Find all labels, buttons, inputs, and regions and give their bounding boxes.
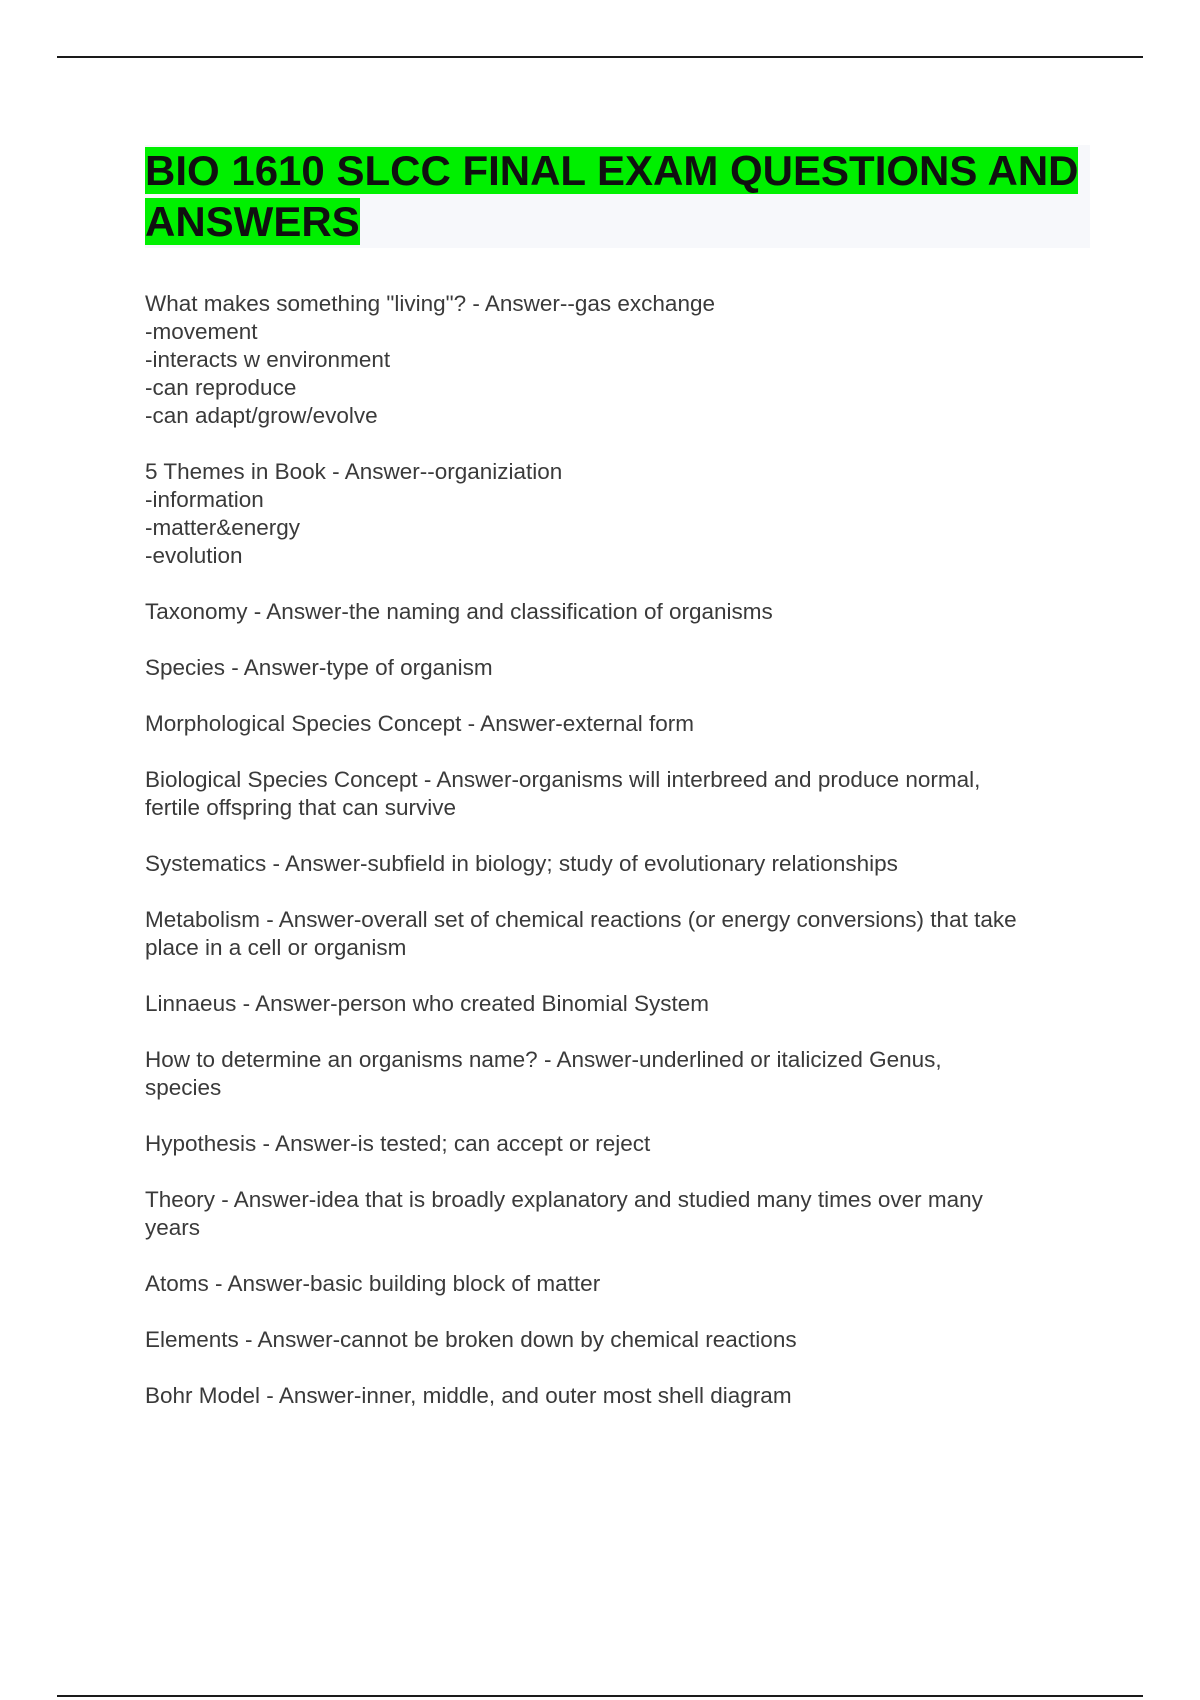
qa-entry: Systematics - Answer-subfield in biology; study of evolutionary relationships [145, 851, 898, 876]
qa-entry: How to determine an organisms name? - Answer-underlined or italicized Genus, species [145, 1047, 942, 1100]
qa-entry: Taxonomy - Answer-the naming and classification of organisms [145, 599, 773, 624]
qa-entry: What makes something "living"? - Answer--gas exchange -movement -interacts w environment -can reproduce -can adapt/grow/evolve [145, 291, 715, 428]
qa-entry: Species - Answer-type of organism [145, 655, 493, 680]
document-title [145, 145, 1090, 247]
qa-entry: Linnaeus - Answer-person who created Binomial System [145, 991, 710, 1016]
qa-entry: Metabolism - Answer-overall set of chemical reactions (or energy conversions) that take place in a cell or organism [145, 907, 1017, 960]
qa-entry: 5 Themes in Book - Answer--organiziation -information -matter&energy -evolution [145, 459, 563, 568]
qa-entry: Atoms - Answer-basic building block of matter [145, 1271, 601, 1296]
qa-entry: Morphological Species Concept - Answer-external form [145, 711, 694, 736]
qa-entry: Bohr Model - Answer-inner, middle, and outer most shell diagram [145, 1383, 792, 1408]
qa-entry: Elements - Answer-cannot be broken down by chemical reactions [145, 1327, 797, 1352]
bottom-rule [57, 1695, 1143, 1697]
qa-entry: Biological Species Concept - Answer-organisms will interbreed and produce normal, fertile offspring that can survive [145, 767, 981, 820]
qa-entry: Hypothesis - Answer-is tested; can accept or reject [145, 1131, 651, 1156]
top-rule [57, 56, 1143, 58]
qa-list [145, 290, 1105, 1438]
qa-entry: Theory - Answer-idea that is broadly explanatory and studied many times over many years [145, 1187, 983, 1240]
title-highlight: BIO 1610 SLCC FINAL EXAM QUESTIONS AND ANSWERS [145, 147, 1079, 245]
